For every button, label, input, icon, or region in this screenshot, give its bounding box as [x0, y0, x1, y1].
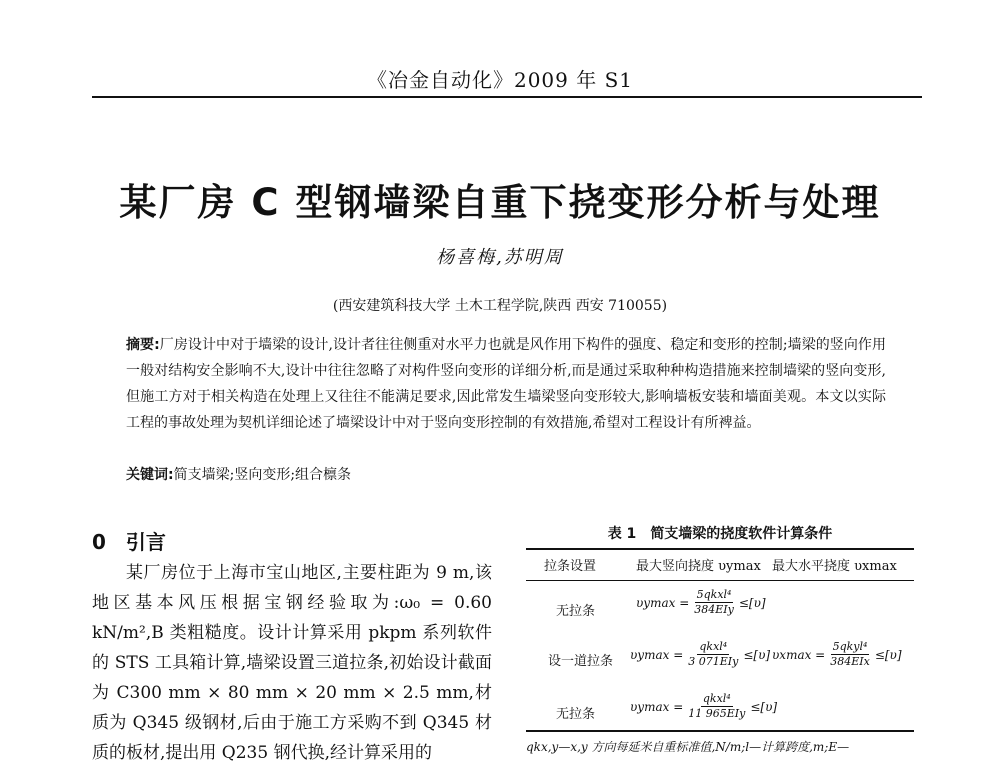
table-bottom-rule — [526, 730, 914, 732]
formula-denominator: 11 965EIy — [688, 707, 746, 720]
table-header-horizontal-deflection: 最大水平挠度 υxmax — [772, 559, 897, 574]
formula-fraction — [692, 588, 736, 617]
formula-lhs: υymax = — [630, 647, 684, 662]
formula-rhs: ≤[υ] — [743, 647, 771, 662]
formula-fraction — [828, 640, 872, 669]
formula-fraction — [686, 640, 740, 669]
paper-affiliation: (西安建筑科技大学 土木工程学院,陕西 西安 710055) — [332, 298, 668, 314]
formula-rhs: ≤[υ] — [874, 647, 902, 662]
section-title: 引言 — [125, 530, 166, 554]
table-row-label: 无拉条 — [556, 604, 596, 619]
formula-denominator: 384EIy — [694, 603, 734, 616]
keywords-label: 关键词: — [126, 467, 174, 483]
formula-horizontal-deflection — [772, 640, 902, 669]
formula-lhs: υxmax = — [772, 647, 826, 662]
formula-rhs: ≤[υ] — [750, 699, 778, 714]
abstract — [126, 332, 886, 436]
formula-lhs: υymax = — [630, 699, 684, 714]
formula-lhs: υymax = — [636, 595, 690, 610]
table-row-label: 无拉条 — [556, 707, 596, 722]
table-header-rule — [526, 580, 914, 581]
formula-rhs: ≤[υ] — [738, 595, 766, 610]
formula-fraction — [686, 692, 747, 721]
journal-header: 《冶金自动化》2009 年 S1 — [366, 68, 634, 92]
formula-numerator: 5qkxl⁴ — [696, 588, 732, 601]
formula-numerator: qkxl⁴ — [702, 692, 731, 705]
table-number: 表 1 — [607, 526, 637, 542]
keywords-text: 简支墙梁;竖向变形;组合檩条 — [173, 467, 352, 483]
formula-numerator: 5qkyl⁴ — [832, 640, 868, 653]
section-heading — [92, 526, 166, 555]
table-header-vertical-deflection: 最大竖向挠度 υymax — [636, 559, 761, 574]
section-number: 0 — [92, 530, 106, 554]
formula-numerator: qkxl⁴ — [699, 640, 728, 653]
section-body: 某厂房位于上海市宝山地区,主要柱距为 9 m,该地区基本风压根据宝钢经验取为:ω₀ = 0.60 kN/m²,B 类粗糙度。设计计算采用 pkpm 系列软件的 STS 工具箱计算,墙梁设置三道拉条,初始设计截面为 C300 mm × 80 mm × 20 mm × 2.5 mm,材质为 Q345 级钢材,后由于施工方采购不到 Q345 材质的板材,提出用 Q235 钢代换,经计算采用的 — [92, 563, 492, 763]
paper-title: 某厂房 C 型钢墙梁自重下挠变形分析与处理 — [119, 181, 881, 224]
formula-vertical-deflection — [630, 692, 777, 721]
header-rule — [92, 96, 922, 98]
paper-authors: 杨喜梅,苏明周 — [436, 247, 564, 268]
keywords — [126, 462, 886, 488]
table-note: qkx,y—x,y 方向每延米自重标准值,N/m;l—计算跨度,m;E— — [526, 740, 850, 754]
table-header-bracing: 拉条设置 — [544, 559, 597, 574]
formula-denominator: 384EIx — [830, 655, 870, 668]
formula-vertical-deflection — [636, 588, 766, 617]
table-caption-text: 简支墙梁的挠度软件计算条件 — [650, 526, 833, 542]
abstract-text: 厂房设计中对于墙梁的设计,设计者往往侧重对水平力也就是风作用下构件的强度、稳定和变形的控制;墙梁的竖向作用一般对结构安全影响不大,设计中往往忽略了对构件竖向变形的详细分析,而是通过采取种种构造措施来控制墙梁的竖向变形,但施工方对于相关构造在处理上又往往不能满足要求,因此常发生墙梁竖向变形较大,影响墙板安装和墙面美观。本文以实际工程的事故处理为契机详细论述了墙梁设计中对于竖向变形控制的有效措施,希望对工程设计有所裨益。 — [126, 337, 886, 431]
formula-denominator: 3 071EIy — [688, 655, 739, 668]
table-caption — [520, 523, 920, 543]
table-row-label: 设一道拉条 — [548, 654, 614, 669]
table-top-rule — [526, 548, 914, 550]
abstract-label: 摘要: — [126, 337, 160, 353]
formula-vertical-deflection — [630, 640, 770, 669]
